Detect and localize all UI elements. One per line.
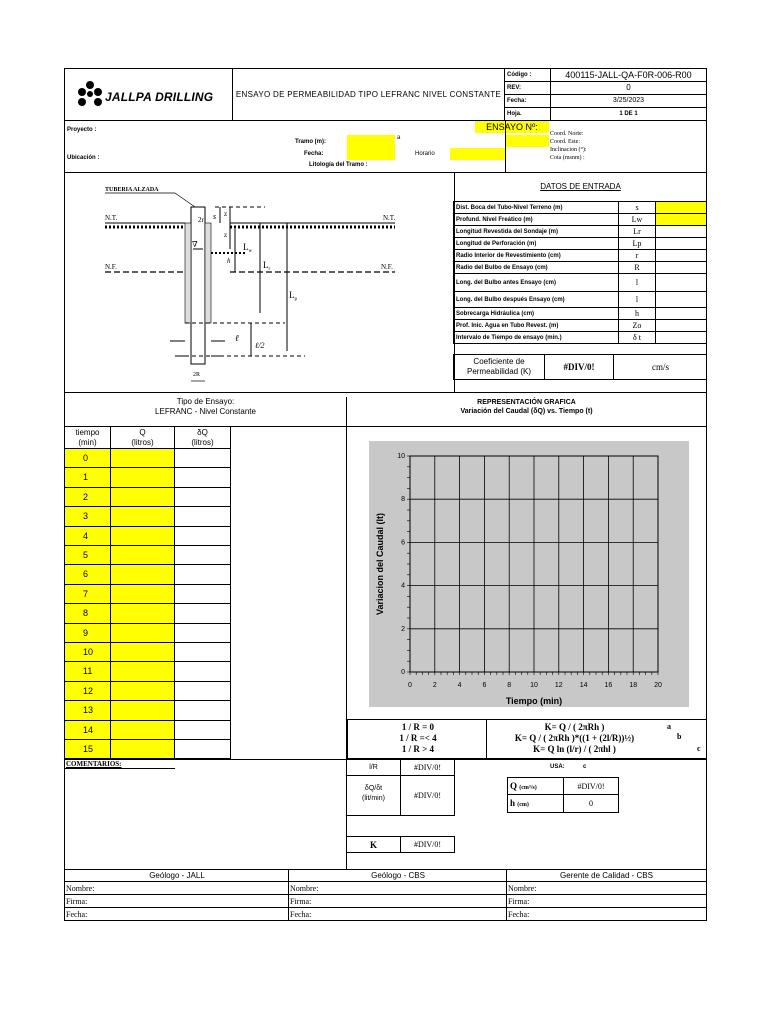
time-row <box>65 624 231 643</box>
time-row <box>65 546 231 565</box>
signatures <box>65 869 706 920</box>
chart-divider <box>346 427 347 759</box>
time-value: 11 <box>65 662 111 681</box>
time-row <box>65 643 231 662</box>
dq-field <box>175 624 231 643</box>
datos-row <box>454 320 707 332</box>
info-fecha-label: Fecha: <box>304 151 324 157</box>
label-c: c <box>697 744 701 753</box>
signature-role: Geólogo - JALL <box>65 870 289 882</box>
time-value: 15 <box>65 740 111 759</box>
col-q-unit: (litros) <box>131 438 154 447</box>
datos-label: Radio del Bulbo de Ensayo (cm) <box>454 262 619 274</box>
x-tick-label: 2 <box>432 682 437 689</box>
x-tick-label: 14 <box>579 682 588 689</box>
comentarios-field[interactable] <box>65 770 346 870</box>
proyecto-label: Proyecto : <box>67 127 97 133</box>
datos-label: Long. del Bulbo después Ensayo (cm) <box>454 292 619 308</box>
x-tick-label: 0 <box>408 682 412 689</box>
datos-panel <box>455 173 706 393</box>
signature-role: Geólogo - CBS <box>289 870 507 882</box>
time-value: 4 <box>65 527 111 546</box>
dq-field <box>175 721 231 740</box>
comentarios-rule <box>65 768 175 769</box>
datos-row <box>454 238 707 250</box>
coef-label-1: Coeficiente de <box>473 357 525 366</box>
tipo-header <box>65 397 347 427</box>
time-row <box>65 488 231 507</box>
usa-label: USA: <box>550 764 565 770</box>
label-b: b <box>677 732 682 741</box>
time-row <box>65 604 231 623</box>
datos-symbol: l <box>619 292 656 308</box>
col-tiempo-header <box>65 427 111 449</box>
datos-value-field[interactable] <box>656 274 707 292</box>
datos-label: Longitud de Perforación (m) <box>454 238 619 250</box>
datos-symbol: Zo <box>619 320 656 332</box>
h-label-cell <box>508 795 564 812</box>
datos-value-field[interactable] <box>656 214 707 226</box>
datos-value-field[interactable] <box>656 238 707 250</box>
h-label: h <box>510 798 516 808</box>
signature-nombre-field[interactable]: Nombre: <box>507 882 706 895</box>
x-tick-label: 4 <box>457 682 462 689</box>
x-axis-label: Tiempo (min) <box>505 696 563 706</box>
chart-header <box>347 398 706 416</box>
time-row <box>65 507 231 526</box>
datos-label: Profund. Nivel Freático (m) <box>454 214 619 226</box>
col-dq-label: δQ <box>197 428 208 437</box>
time-value: 0 <box>65 449 111 468</box>
codigo-label: Código : <box>505 69 551 82</box>
svg-text:ℓ/2: ℓ/2 <box>255 341 265 350</box>
q-field[interactable] <box>111 488 175 507</box>
datos-label: Intervalo de Tiempo de ensayo (min.) <box>454 332 619 344</box>
dq-field <box>175 468 231 487</box>
lr-label: l/R <box>347 760 401 776</box>
time-value: 5 <box>65 546 111 565</box>
dq-field <box>175 604 231 623</box>
litologia-label: Litología del Tramo : <box>309 162 368 168</box>
cond-1: 1 / R = 0 <box>401 722 435 732</box>
dqdt-label-1: δQ/δt <box>364 785 383 792</box>
col-dq-unit: (litros) <box>191 438 214 447</box>
code-block <box>505 69 706 121</box>
dq-field <box>175 565 231 584</box>
time-value: 3 <box>65 507 111 526</box>
datos-row <box>454 308 707 320</box>
x-tick-label: 8 <box>507 682 512 689</box>
time-row <box>65 527 231 546</box>
logo-area <box>65 69 233 121</box>
tramo-label: Tramo (m): <box>295 139 327 145</box>
col-tiempo-label: tiempo <box>75 428 100 437</box>
time-value: 7 <box>65 585 111 604</box>
datos-value-field[interactable] <box>656 226 707 238</box>
input-section <box>65 173 706 393</box>
signature-column <box>65 870 289 921</box>
signature-column <box>507 870 706 921</box>
formula-b: K= Q / ( 2πRh )*((1 + (2l/R))½) <box>514 733 635 743</box>
datos-symbol: s <box>619 202 656 214</box>
datos-value-field[interactable] <box>656 250 707 262</box>
formulas-text <box>487 722 662 755</box>
form-sheet <box>64 68 707 921</box>
logo-text: JALLPA DRILLING <box>105 90 214 104</box>
datos-symbol: R <box>619 262 656 274</box>
section-header <box>65 393 706 427</box>
signature-firma-field[interactable]: Firma: <box>65 895 289 908</box>
datos-value-field[interactable] <box>656 292 707 308</box>
form-title: ENSAYO DE PERMEABILIDAD TIPO LEFRANC NIVEL CONSTANTE <box>233 69 505 121</box>
signature-firma-field[interactable]: Firma: <box>507 895 706 908</box>
h-unit: (cm) <box>517 802 529 808</box>
q-label-cell <box>508 778 564 795</box>
svg-text:∇: ∇ <box>192 240 198 249</box>
datos-row <box>454 250 707 262</box>
h-value: 0 <box>589 799 593 808</box>
signature-fecha-field[interactable]: Fecha: <box>290 910 312 919</box>
tipo-line1: Tipo de Ensayo: <box>176 397 235 406</box>
dq-field <box>175 643 231 662</box>
dq-field <box>175 662 231 681</box>
coef-label <box>454 357 544 377</box>
datos-value-field[interactable] <box>656 262 707 274</box>
q-field[interactable] <box>111 604 175 623</box>
horario-label: Horario <box>415 151 435 157</box>
coord-norte-label: Coord. Norte: <box>550 131 584 137</box>
svg-text:s: s <box>213 212 217 221</box>
time-value: 1 <box>65 468 111 487</box>
time-row <box>65 565 231 584</box>
col-tiempo-unit: (min) <box>78 438 97 447</box>
time-row <box>65 701 231 720</box>
q-field[interactable] <box>111 721 175 740</box>
conditions <box>347 720 487 758</box>
codigo-value: 400115-JALL-QA-F0R-006-R00 <box>551 69 706 82</box>
signature-nombre-field[interactable]: Nombre: <box>65 882 289 895</box>
svg-text:Lw: $L_w$ <box>243 242 253 254</box>
datos-value-field[interactable] <box>656 308 707 320</box>
q-field[interactable] <box>111 740 175 759</box>
q-field[interactable] <box>111 449 175 468</box>
svg-text:h: h <box>227 257 231 265</box>
rev-value: 0 <box>551 82 706 95</box>
hoja-label: Hoja. <box>505 108 551 121</box>
svg-text:Lr: $L_r$ <box>263 260 271 272</box>
datos-title: DATOS DE ENTRADA <box>540 182 621 191</box>
dq-field <box>175 682 231 701</box>
signature-column <box>289 870 507 921</box>
svg-text:ℓ: ℓ <box>235 333 239 343</box>
dqdt-label-2: (lit/min) <box>362 795 385 802</box>
time-row <box>65 721 231 740</box>
svg-text:2R: 2R <box>193 372 201 378</box>
y-axis-label: Variacion del Caudal (lt) <box>375 512 385 616</box>
datos-symbol: Lw <box>619 214 656 226</box>
col-dq-header <box>175 427 231 449</box>
well-diagram <box>65 173 455 393</box>
horario-field[interactable] <box>450 148 505 160</box>
nt-left-label: N.T. <box>105 214 118 222</box>
coef-unit: cm/s <box>652 362 669 372</box>
q-field[interactable] <box>111 468 175 487</box>
svg-text:z: z <box>224 231 228 239</box>
nf-right-label: N.F. <box>381 263 393 271</box>
formula-c: K= Q ln (l/r) / ( 2πhl ) <box>533 744 616 754</box>
coef-label-2: Permeabilidad (K) <box>466 367 532 376</box>
dq-field <box>175 701 231 720</box>
q-label: Q <box>510 781 518 791</box>
datos-row <box>454 202 707 214</box>
datos-symbol: Lr <box>619 226 656 238</box>
nf-left-label: N.F. <box>105 263 117 271</box>
time-value: 14 <box>65 721 111 740</box>
dq-field <box>175 449 231 468</box>
x-tick-label: 12 <box>554 682 563 689</box>
usa-value: c <box>583 764 587 770</box>
formula-a: K= Q / ( 2πRh ) <box>544 722 605 732</box>
datos-row <box>454 274 707 292</box>
q-field[interactable] <box>111 507 175 526</box>
y-tick-label: 0 <box>401 669 405 676</box>
datos-symbol: r <box>619 250 656 262</box>
ensayo-field[interactable] <box>505 135 549 147</box>
time-row <box>65 449 231 468</box>
time-row <box>65 468 231 487</box>
datos-row <box>454 292 707 308</box>
svg-text:Lp: $L_p$ <box>289 290 297 302</box>
time-value: 13 <box>65 701 111 720</box>
cota-label: Cota (msnm) : <box>550 155 585 161</box>
chart-area <box>369 441 689 707</box>
q-field[interactable] <box>111 546 175 565</box>
chart-header-line2: Variación del Caudal (δQ) vs. Tiempo (t) <box>460 408 593 415</box>
svg-text:z: z <box>224 210 228 218</box>
col-q-header <box>111 427 175 449</box>
q-value: #DIV/0! <box>564 778 618 795</box>
tipo-line2: LEFRANC - Nivel Constante <box>155 407 256 416</box>
x-tick-label: 16 <box>604 682 613 689</box>
cond-3: 1 / R > 4 <box>401 744 435 754</box>
time-row <box>65 662 231 681</box>
time-value: 2 <box>65 488 111 507</box>
q-field[interactable] <box>111 624 175 643</box>
datos-value-field[interactable] <box>656 202 707 214</box>
time-value: 12 <box>65 682 111 701</box>
datos-label: Long. del Bulbo antes Ensayo (cm) <box>454 274 619 292</box>
signature-fecha-field[interactable]: Fecha: <box>66 910 88 919</box>
info-row <box>65 121 706 173</box>
coord-este-label: Coord. Este: <box>550 139 580 145</box>
x-tick-label: 18 <box>629 682 638 689</box>
datos-row <box>454 262 707 274</box>
fecha-field[interactable] <box>347 148 395 160</box>
time-row <box>65 682 231 701</box>
nt-right-label: N.T. <box>383 214 396 222</box>
time-table <box>65 427 347 759</box>
dq-field <box>175 488 231 507</box>
hoja-value: 1 DE 1 <box>619 111 638 117</box>
ubicacion-label: Ubicación : <box>67 155 100 161</box>
chart-header-line1: REPRESENTACIÓN GRAFICA <box>477 399 576 406</box>
signature-nombre-field[interactable]: Nombre: <box>289 882 507 895</box>
y-tick-label: 6 <box>401 539 405 547</box>
q-field[interactable] <box>111 682 175 701</box>
dq-field <box>175 507 231 526</box>
dq-field <box>175 527 231 546</box>
datos-row <box>454 332 707 344</box>
datos-label: Sobrecarga Hidráulica (cm) <box>454 308 619 320</box>
coef-box <box>453 354 707 380</box>
header <box>65 69 706 121</box>
tramo-from-field[interactable] <box>347 135 395 148</box>
datos-row <box>454 226 707 238</box>
fecha-value: 3/25/2023 <box>551 95 706 108</box>
col-q-label: Q <box>139 428 146 437</box>
signature-firma-field[interactable]: Firma: <box>289 895 507 908</box>
cond-2: 1 / R =< 4 <box>399 733 437 743</box>
ensayo-label: ENSAYO Nº: <box>475 121 549 133</box>
datos-symbol: h <box>619 308 656 320</box>
q-field[interactable] <box>111 565 175 584</box>
datos-label: Longitud Revestida del Sondaje (m) <box>454 226 619 238</box>
y-tick-label: 8 <box>401 496 405 504</box>
datos-row <box>454 214 707 226</box>
y-tick-label: 2 <box>401 625 405 633</box>
q-field[interactable] <box>111 643 175 662</box>
results-section <box>65 759 706 869</box>
q-unit: (cm³/s) <box>519 785 537 791</box>
dq-field <box>175 585 231 604</box>
time-row <box>65 585 231 604</box>
well-diagram-svg <box>65 173 455 393</box>
y-tick-label: 4 <box>401 582 405 590</box>
inclinacion-label: Inclinacion (°): <box>550 147 587 153</box>
k-label: K <box>347 836 401 853</box>
q-field[interactable] <box>111 527 175 546</box>
time-value: 6 <box>65 565 111 584</box>
chart-svg <box>369 441 689 707</box>
coef-value: #DIV/0! <box>544 355 614 379</box>
datos-symbol: l <box>619 274 656 292</box>
k-value: #DIV/0! <box>401 836 455 853</box>
conditions-text <box>348 722 488 755</box>
svg-text:2r: 2r <box>198 216 204 224</box>
comentarios-label: COMENTARIOS: <box>66 760 122 768</box>
datos-symbol: Lp <box>619 238 656 250</box>
signature-fecha-field[interactable]: Fecha: <box>508 910 530 919</box>
datos-value-field[interactable] <box>656 320 707 332</box>
dqdt-value: #DIV/0! <box>401 776 455 816</box>
x-tick-label: 20 <box>654 682 662 689</box>
dq-field <box>175 546 231 565</box>
datos-table <box>453 201 707 344</box>
info-divider <box>505 121 506 173</box>
dqdt-label <box>347 776 401 816</box>
formula-block <box>347 719 706 759</box>
label-a: a <box>667 722 671 731</box>
rev-label: REV: <box>505 82 551 95</box>
time-row <box>65 740 231 759</box>
time-value: 10 <box>65 643 111 662</box>
logo-icon <box>77 80 103 108</box>
dq-field <box>175 740 231 759</box>
time-value: 9 <box>65 624 111 643</box>
tuberia-label: TUBERIA ALZADA <box>105 187 159 193</box>
fecha-label: Fecha: <box>505 95 551 108</box>
x-tick-label: 6 <box>482 682 487 689</box>
lr-value: #DIV/0! <box>401 760 455 776</box>
q-h-box <box>507 777 619 813</box>
x-tick-label: 10 <box>530 682 538 689</box>
datos-value-field[interactable] <box>656 332 707 344</box>
datos-label: Radio Interior de Revestimiento (cm) <box>454 250 619 262</box>
q-field[interactable] <box>111 662 175 681</box>
datos-symbol: δ t <box>619 332 656 344</box>
q-field[interactable] <box>111 701 175 720</box>
signature-role: Gerente de Calidad - CBS <box>507 870 706 882</box>
datos-label: Dist. Boca del Tubo-Nivel Terreno (m) <box>454 202 619 214</box>
time-value: 8 <box>65 604 111 623</box>
y-tick-label: 10 <box>397 453 405 460</box>
tramo-sep: a <box>397 135 401 141</box>
datos-label: Prof. Inic. Agua en Tubo Revest. (m) <box>454 320 619 332</box>
q-field[interactable] <box>111 585 175 604</box>
